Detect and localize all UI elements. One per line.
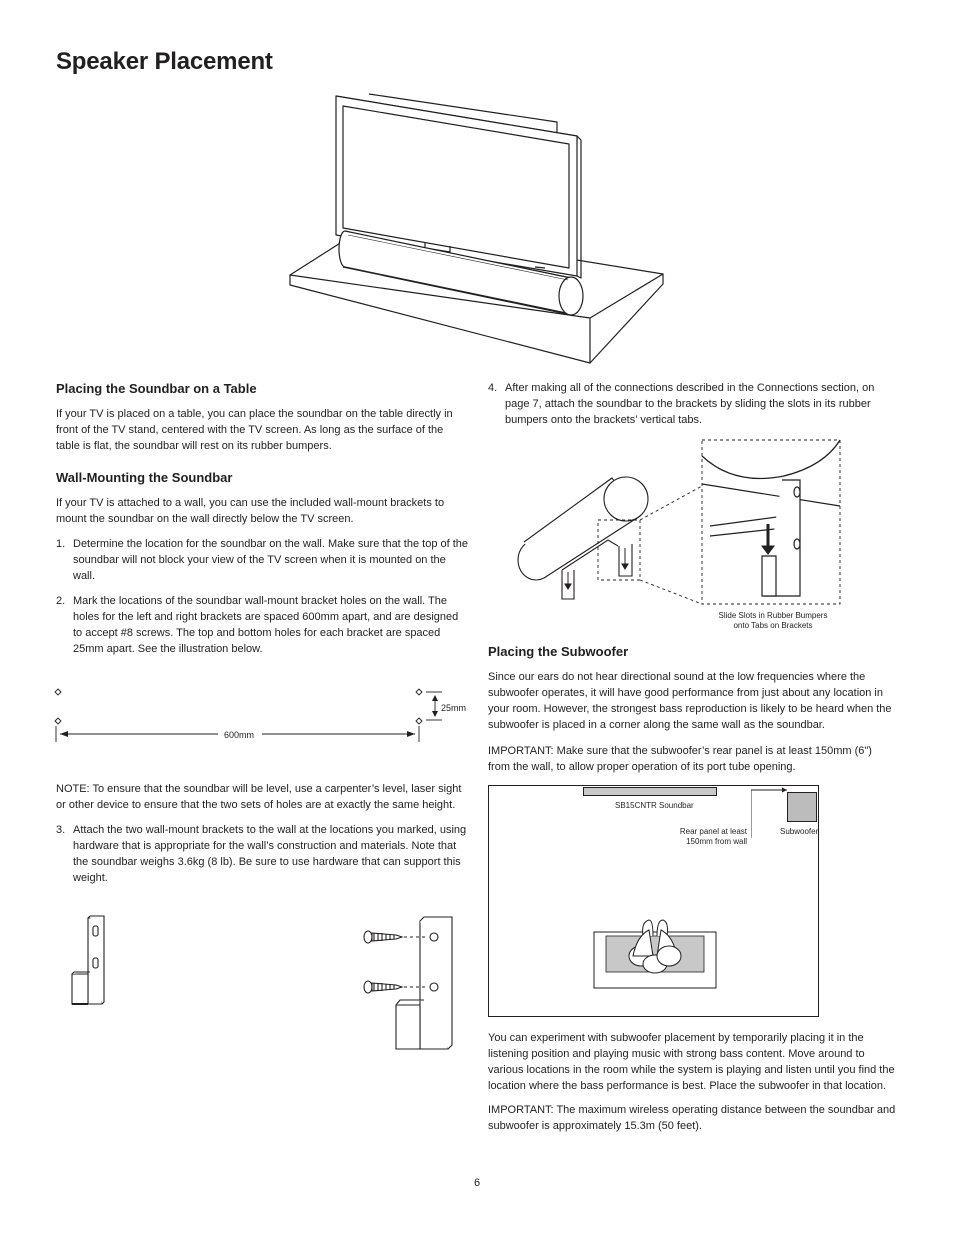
hole-marker-right-bottom [416, 718, 422, 724]
soundbar-label: SB15CNTR Soundbar [615, 801, 694, 810]
bracket-illustration [66, 912, 112, 1012]
subwoofer-important-2: IMPORTANT: The maximum wireless operating distance between the soundbar and subwoofer is approximately 15.3m (50 feet). [488, 1104, 896, 1132]
wall-section-heading: Wall-Mounting the Soundbar [56, 470, 233, 485]
hole-marker-left-bottom [55, 718, 61, 724]
subwoofer-para-1: Since our ears do not hear directional sound at the low frequencies where the subwoofer operates, it will have good performance from just about any location in your room. However, the strongest bass reproduction is likely to be heard when the subwoofer is placed in a corner along the same wall as the soundbar. [488, 671, 892, 731]
step-3-number: 3. [56, 824, 66, 836]
rear-panel-label-line-1: Rear panel at least [679, 827, 747, 836]
bumper-caption-line-2: onto Tabs on Brackets [733, 621, 813, 630]
rear-panel-leader-line [751, 786, 791, 846]
step-3-text: Attach the two wall-mount brackets to the wall at the locations you marked, using hardware that is appropriate for the wall’s construction and materials. Note that the soundbar weighs 3.6kg (8 lb). Be sure to use hardware that can support this weight. [73, 824, 467, 884]
step-4-text: After making all of the connections described in the Connections section, on page 7, attach the soundbar to the brackets by sliding the slots in its rubber bumpers onto the brackets’ vertical tabs. [505, 382, 875, 426]
step-2-text: Mark the locations of the soundbar wall-mount bracket holes on the wall. The holes for the left and right brackets are spaced 600mm apart, and are designed to accept #8 screws. The top and bottom holes for each bracket are spaced 25mm apart. See the illustration below. [73, 595, 459, 655]
table-section-heading: Placing the Soundbar on a Table [56, 381, 257, 396]
step-1-number: 1. [56, 538, 66, 550]
tv-on-table-illustration [285, 92, 665, 364]
wall-note: NOTE: To ensure that the soundbar will be level, use a carpenter’s level, laser sight or other device to ensure that the two sets of holes are at exactly the same height. [56, 783, 462, 811]
subwoofer-para-2: You can experiment with subwoofer placement by temporarily placing it in the listening position and playing music with strong bass content. Move around to various locations in the room while the system is playing and listen until you find the location where the bass performance is best. Place the subwoofer in that location. [488, 1032, 895, 1092]
subwoofer-label: Subwoofer [780, 827, 819, 836]
subwoofer-box [787, 792, 817, 822]
room-diagram [488, 785, 819, 1017]
hole-marker-left-top [55, 689, 61, 695]
hole-marker-right-top [416, 689, 422, 695]
subwoofer-important-1: IMPORTANT: Make sure that the subwoofer’s rear panel is at least 150mm (6") from the wall, to allow proper operation of its port tube opening. [488, 745, 872, 773]
step-4-number: 4. [488, 382, 498, 394]
height-dimension-label: 25mm [441, 703, 467, 713]
page-number: 6 [474, 1177, 481, 1189]
table-section-body: If your TV is placed on a table, you can place the soundbar on the table directly in front of the TV stand, centered with the TV screen. As long as the surface of the table is flat, the soundbar will rest on its rubber bumpers. [56, 408, 453, 452]
rear-panel-label [659, 827, 747, 847]
page-title: Speaker Placement [56, 48, 273, 75]
bumper-caption-line-1: Slide Slots in Rubber Bumpers [718, 611, 828, 620]
rear-panel-label-line-2: 150mm from wall [686, 837, 747, 846]
soundbar-box [583, 787, 717, 796]
step-2-number: 2. [56, 595, 66, 607]
subwoofer-section-heading: Placing the Subwoofer [488, 644, 629, 659]
wall-section-intro: If your TV is attached to a wall, you can use the included wall-mount brackets to mount the soundbar on the wall directly below the TV screen. [56, 497, 445, 525]
step-1-text: Determine the location for the soundbar on the wall. Make sure that the top of the soundbar will not block your view of the TV screen when it is mounted on the wall. [73, 538, 469, 582]
soundbar-bracket-mount-illustration [514, 436, 844, 608]
bracket-with-screws-illustration [360, 915, 456, 1055]
hole-spacing-diagram [50, 684, 480, 748]
width-dimension-label: 600mm [224, 730, 255, 740]
bumper-caption [700, 611, 846, 631]
listening-position-couch [593, 916, 719, 990]
